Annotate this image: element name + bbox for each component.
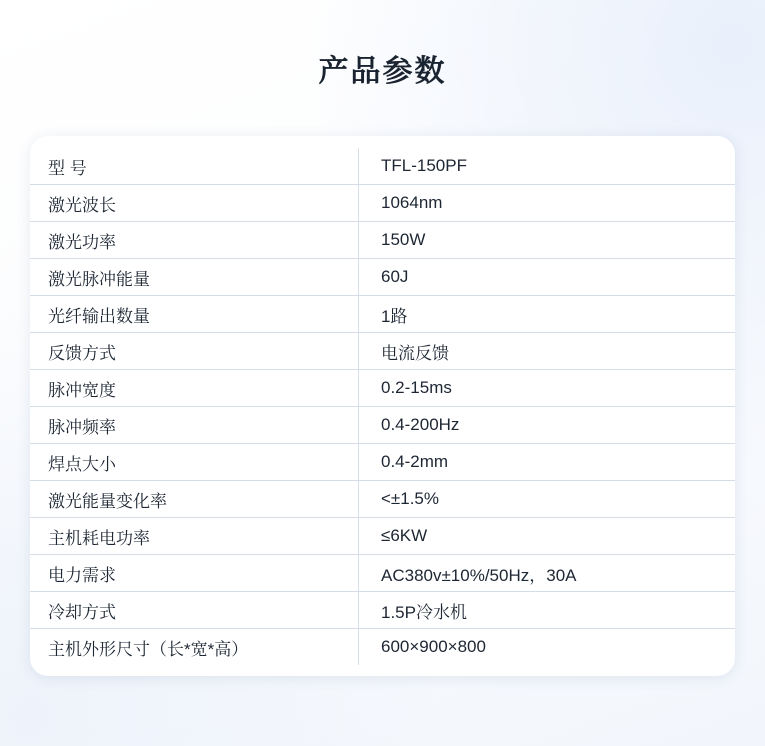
spec-value: 1路 <box>359 296 736 333</box>
spec-value: 1.5P冷水机 <box>359 592 736 629</box>
table-row <box>30 333 735 370</box>
table-row <box>30 518 735 555</box>
spec-value: 0.4-2mm <box>359 444 736 481</box>
spec-label: 冷却方式 <box>30 592 359 629</box>
spec-value: 电流反馈 <box>359 333 736 370</box>
spec-value: TFL-150PF <box>359 148 736 185</box>
spec-label: 激光波长 <box>30 185 359 222</box>
spec-value: 1064nm <box>359 185 736 222</box>
spec-value: 600×900×800 <box>381 637 486 656</box>
spec-value: AC380v±10%/50Hz，30A <box>359 555 736 592</box>
spec-value: ≤6KW <box>359 518 736 555</box>
spec-label: 脉冲频率 <box>30 407 359 444</box>
spec-label: 反馈方式 <box>30 333 359 370</box>
spec-value: 0.4-200Hz <box>359 407 736 444</box>
table-row <box>30 444 735 481</box>
spec-value: 150W <box>359 222 736 259</box>
spec-label: 主机外形尺寸（长*宽*高） <box>30 629 359 666</box>
table-row <box>30 407 735 444</box>
table-row <box>30 185 735 222</box>
table-row <box>30 592 735 629</box>
table-row <box>30 481 735 518</box>
table-row <box>30 259 735 296</box>
spec-label: 激光能量变化率 <box>30 481 359 518</box>
spec-table <box>30 148 735 665</box>
spec-value: 0.2-15ms <box>359 370 736 407</box>
spec-label: 光纤输出数量 <box>30 296 359 333</box>
spec-label: 主机耗电功率 <box>30 518 359 555</box>
spec-label: 激光脉冲能量 <box>30 259 359 296</box>
spec-label: 脉冲宽度 <box>30 370 359 407</box>
table-row <box>30 296 735 333</box>
page-title: 产品参数 <box>318 55 447 88</box>
table-row <box>30 629 735 666</box>
spec-value: <±1.5% <box>359 481 736 518</box>
table-row <box>30 555 735 592</box>
table-row <box>30 370 735 407</box>
spec-label: 电力需求 <box>30 555 359 592</box>
spec-label: 型 号 <box>30 148 359 185</box>
spec-value: 60J <box>359 259 736 296</box>
spec-table-body <box>30 148 735 665</box>
table-row <box>30 222 735 259</box>
spec-label: 焊点大小 <box>30 444 359 481</box>
spec-label: 激光功率 <box>30 222 359 259</box>
table-row <box>30 148 735 185</box>
